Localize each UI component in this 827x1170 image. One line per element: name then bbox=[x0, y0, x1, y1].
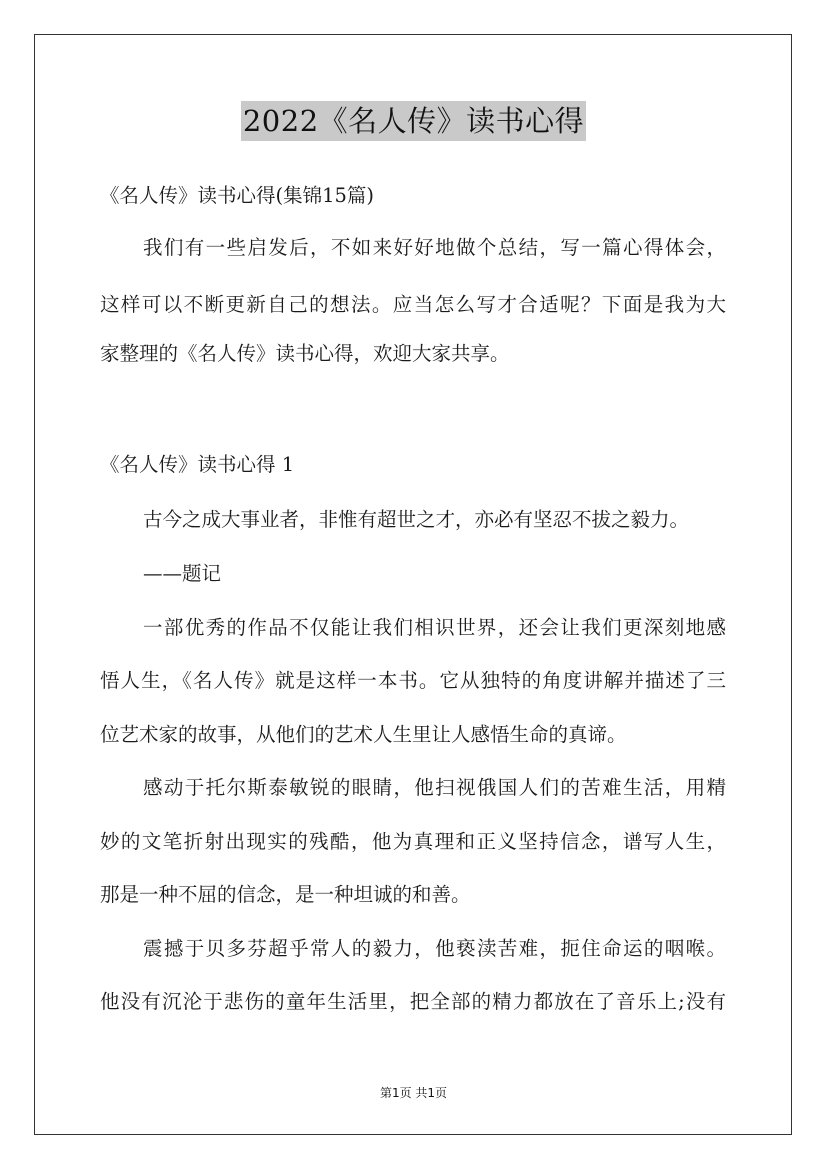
body-line: 一部优秀的作品不仅能让我们相识世界，还会让我们更深刻地感 bbox=[143, 616, 726, 639]
intro-line: 这样可以不断更新自己的想法。应当怎么写才合适呢？下面是我为大 bbox=[100, 293, 726, 316]
page-footer: 第1页 共1页 bbox=[379, 1086, 448, 1100]
intro-line: 家整理的《名人传》读书心得，欢迎大家共享。 bbox=[100, 342, 510, 365]
body-line: 他没有沉沦于悲伤的童年生活里，把全部的精力都放在了音乐上;没有 bbox=[100, 990, 726, 1013]
body-line: 感动于托尔斯泰敏锐的眼睛，他扫视俄国人们的苦难生活，用精 bbox=[143, 776, 726, 799]
title-container bbox=[0, 101, 827, 141]
body-line: ——题记 bbox=[143, 562, 222, 585]
body-line: 古今之成大事业者，非惟有超世之才，亦必有坚忍不拔之毅力。 bbox=[143, 508, 690, 531]
intro-line: 我们有一些启发后，不如来好好地做个总结，写一篇心得体会， bbox=[143, 236, 726, 259]
body-line: 妙的文笔折射出现实的残酷，他为真理和正义坚持信念，谱写人生， bbox=[100, 830, 726, 853]
document-subtitle: 《名人传》读书心得(集锦15篇) bbox=[100, 184, 375, 207]
body-line: 震撼于贝多芬超乎常人的毅力，他亵渎苦难，扼住命运的咽喉。 bbox=[143, 937, 726, 960]
body-line: 悟人生，《名人传》就是这样一本书。它从独特的角度讲解并描述了三 bbox=[100, 669, 726, 692]
body-line: 位艺术家的故事，从他们的艺术人生里让人感悟生命的真谛。 bbox=[100, 723, 627, 746]
body-line: 那是一种不屈的信念，是一种坦诚的和善。 bbox=[100, 883, 471, 906]
document-title: 2022《名人传》读书心得 bbox=[241, 101, 586, 141]
section-heading: 《名人传》读书心得 1 bbox=[100, 453, 295, 476]
